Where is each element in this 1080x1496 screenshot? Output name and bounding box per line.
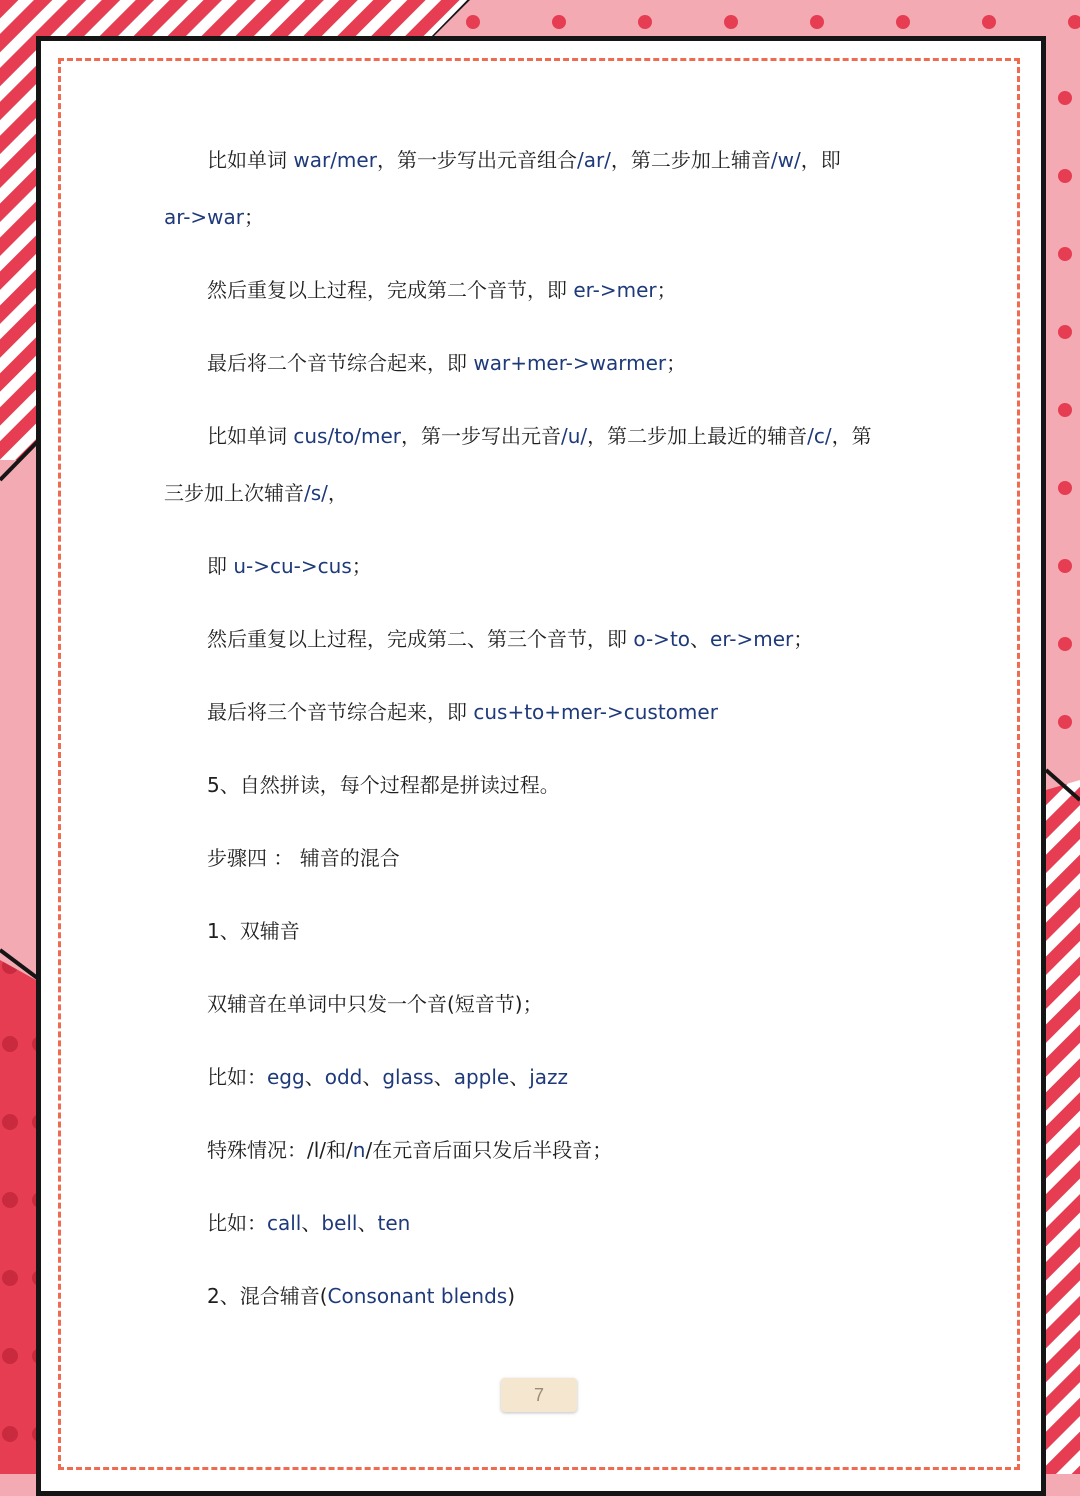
dashed-frame — [58, 58, 1020, 1470]
english-term: u->cu->cus — [233, 554, 352, 578]
text-line — [207, 773, 560, 797]
text-segment: ，第二步加上最近的辅音 — [587, 424, 808, 448]
english-term: glass — [382, 1065, 434, 1089]
text-line — [207, 554, 372, 578]
text-segment: ； — [666, 351, 687, 375]
english-term: /w/ — [770, 148, 801, 172]
text-segment: 、 — [509, 1065, 530, 1089]
english-term: /s/ — [304, 481, 328, 505]
text-segment: ，第一步写出元音 — [401, 424, 562, 448]
text-segment: 、 — [690, 627, 711, 651]
english-term: call — [267, 1211, 302, 1235]
text-segment: 、 — [301, 1211, 322, 1235]
text-line — [164, 481, 348, 505]
english-term: war+mer->warmer — [473, 351, 667, 375]
text-segment: 步骤四 ： 辅音的混合 — [207, 846, 400, 870]
text-segment: 、 — [362, 1065, 383, 1089]
text-line — [207, 424, 872, 448]
text-segment: 特殊情况：/l/和/ — [207, 1138, 353, 1162]
english-term: jazz — [529, 1065, 569, 1089]
english-term: er->mer — [573, 278, 657, 302]
text-segment: ； — [351, 554, 372, 578]
text-line — [207, 1138, 612, 1162]
text-segment: 、 — [357, 1211, 378, 1235]
text-line — [207, 278, 677, 302]
text-segment: 比如： — [207, 1065, 267, 1089]
text-line — [207, 148, 841, 172]
english-term: odd — [324, 1065, 363, 1089]
english-term: apple — [453, 1065, 510, 1089]
text-segment: ； — [244, 205, 265, 229]
section-heading — [207, 846, 400, 870]
text-segment: 即 — [207, 554, 234, 578]
english-term: Consonant blends — [327, 1284, 508, 1308]
text-segment: 、 — [433, 1065, 454, 1089]
english-term: o->to — [633, 627, 691, 651]
text-segment: ，第一步写出元音组合 — [376, 148, 577, 172]
text-segment: 最后将三个音节综合起来，即 — [207, 700, 474, 724]
text-line — [207, 1284, 515, 1308]
text-segment: ； — [793, 627, 814, 651]
text-segment: 双辅音在单词中只发一个音(短音节)； — [207, 992, 543, 1016]
text-segment: ， — [327, 481, 348, 505]
english-term: cus+to+mer->customer — [473, 700, 718, 724]
text-segment: ； — [656, 278, 677, 302]
text-segment: ，第 — [831, 424, 872, 448]
text-segment: 5、自然拼读，每个过程都是拼读过程。 — [207, 773, 560, 797]
english-term: ten — [377, 1211, 411, 1235]
english-term: ar->war — [164, 205, 245, 229]
text-segment: /在元音后面只发后半段音； — [365, 1138, 613, 1162]
text-segment: ) — [507, 1284, 516, 1308]
text-segment: 最后将二个音节综合起来，即 — [207, 351, 474, 375]
text-line — [207, 919, 300, 943]
english-term: /c/ — [807, 424, 832, 448]
text-line — [207, 627, 813, 651]
text-segment: 1、双辅音 — [207, 919, 300, 943]
english-term: /ar/ — [576, 148, 611, 172]
text-segment: 然后重复以上过程，完成第二、第三个音节，即 — [207, 627, 634, 651]
text-segment: 2、混合辅音( — [207, 1284, 328, 1308]
english-term: egg — [267, 1065, 305, 1089]
text-segment: 三步加上次辅音 — [164, 481, 304, 505]
page-number: 7 — [501, 1378, 577, 1412]
text-line — [164, 205, 264, 229]
text-line — [207, 700, 718, 724]
text-segment: 比如单词 — [207, 148, 294, 172]
text-segment: ，第二步加上辅音 — [610, 148, 771, 172]
text-line — [207, 992, 543, 1016]
text-segment: 比如： — [207, 1211, 267, 1235]
english-term: war/mer — [293, 148, 377, 172]
text-segment: ，即 — [800, 148, 841, 172]
text-line — [207, 1211, 410, 1235]
english-term: n — [352, 1138, 366, 1162]
text-line — [207, 1065, 568, 1089]
text-segment: 然后重复以上过程，完成第二个音节，即 — [207, 278, 574, 302]
english-term: er->mer — [710, 627, 794, 651]
english-term: /u/ — [561, 424, 588, 448]
english-term: cus/to/mer — [293, 424, 402, 448]
text-segment: 、 — [304, 1065, 325, 1089]
english-term: bell — [321, 1211, 358, 1235]
text-line — [207, 351, 686, 375]
text-segment: 比如单词 — [207, 424, 294, 448]
